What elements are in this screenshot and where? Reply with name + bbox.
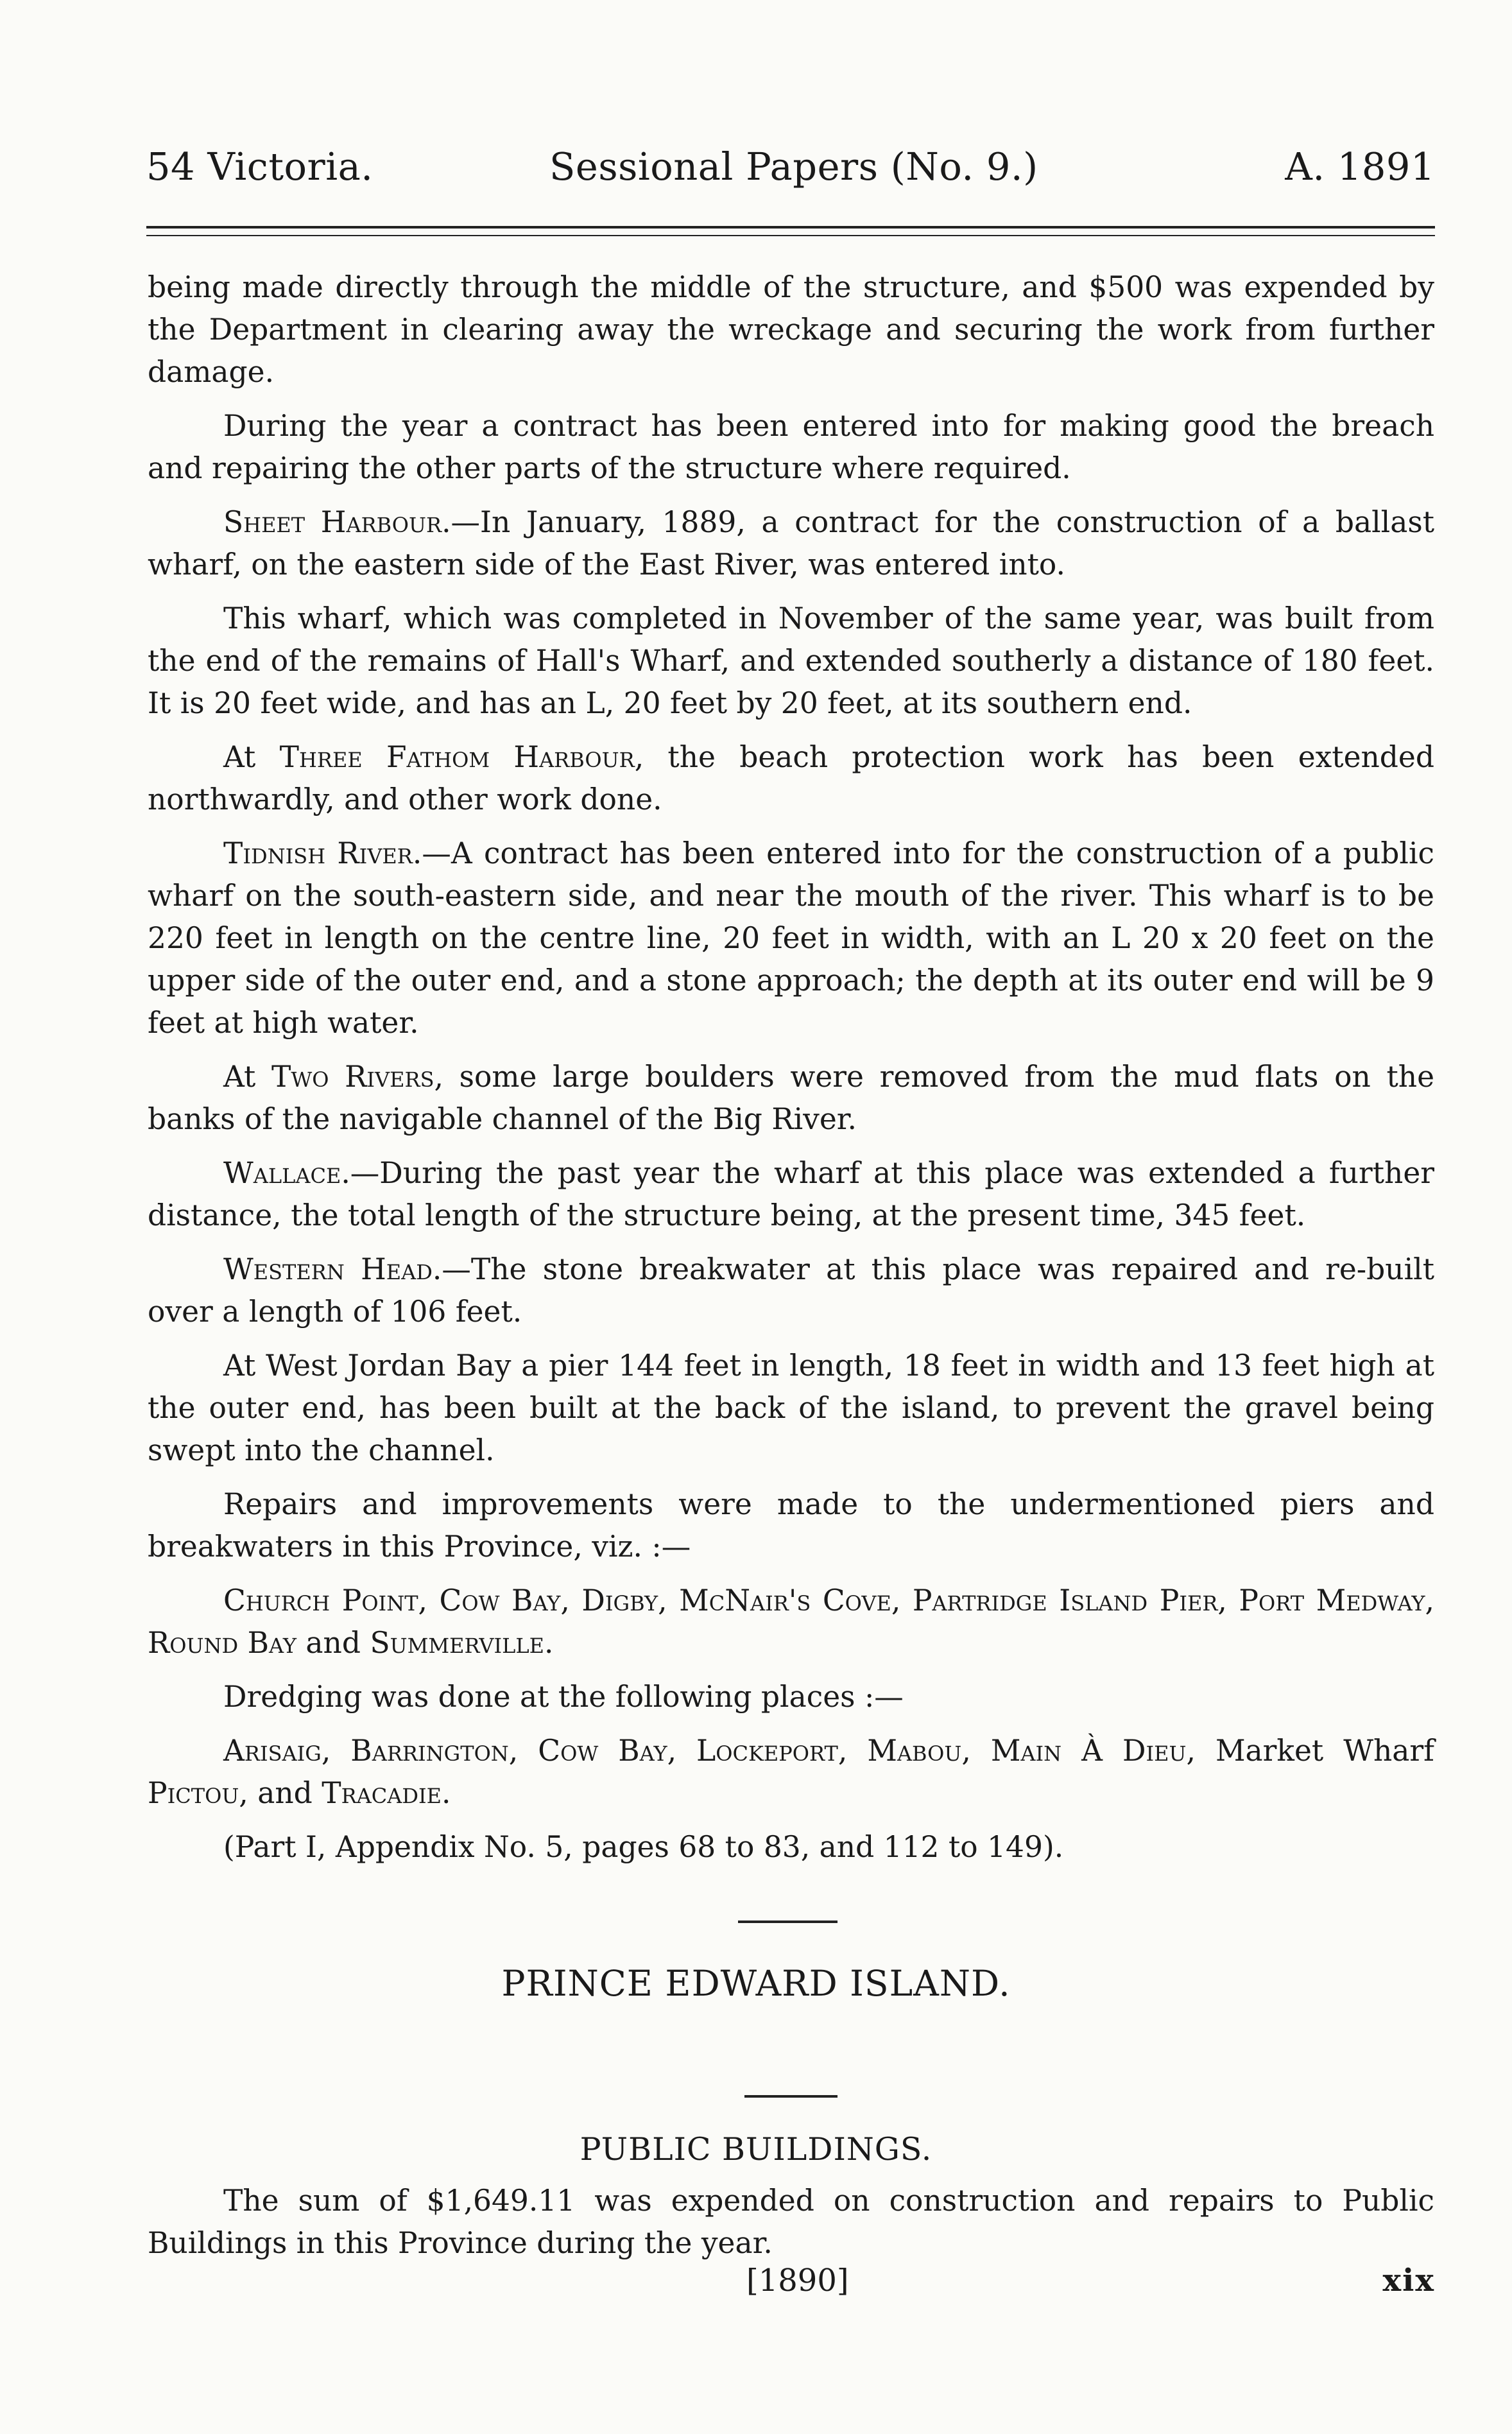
header-rule-thin	[146, 235, 1435, 236]
paragraph: Sheet Harbour.—In January, 1889, a contract for the construction of a ballast wharf, on the eastern side of the East River, was entered into.	[148, 505, 1434, 582]
place-name: Tidnish River.	[223, 836, 422, 870]
paragraph: Arisaig, Barrington, Cow Bay, Lockeport, Mabou, Main À Dieu, Market Wharf Pictou, and Tracadie.	[148, 1734, 1434, 1810]
paragraph: Western Head.—The stone breakwater at this place was repaired and re-built over a length of 106 feet.	[148, 1252, 1434, 1329]
place-list: Church Point, Cow Bay, Digby, McNair's Cove, Partridge Island Pier, Port Medway, Round Bay	[148, 1584, 1434, 1660]
header-regnal-year: 54 Victoria.	[146, 144, 374, 189]
header-rule-thick	[146, 226, 1435, 229]
section-body	[148, 2180, 1434, 2265]
section-divider	[744, 2095, 838, 2098]
place-name: Sheet Harbour.	[223, 505, 451, 539]
place-name: Two Rivers	[271, 1060, 434, 1094]
paragraph: Tidnish River.—A contract has been entered into for the construction of a public wharf on the south-eastern side, and near the mouth of the river. This wharf is to be 220 feet in length on the centre line, 20 feet in width, with an L 20 x 20 feet on the upper side of the outer end, and a stone approach; the depth at its outer end will be 9 feet at high water.	[148, 836, 1434, 1040]
paragraph: Church Point, Cow Bay, Digby, McNair's Cove, Partridge Island Pier, Port Medway, Round Bay and Summerville.	[148, 1584, 1434, 1660]
paragraph: (Part I, Appendix No. 5, pages 68 to 83, and 112 to 149).	[223, 1830, 1064, 1864]
section-title: PRINCE EDWARD ISLAND.	[501, 1963, 1011, 2004]
place-name: Western Head.	[223, 1252, 442, 1286]
place-name: Three Fathom Harbour	[279, 740, 635, 774]
place-name: Summerville.	[370, 1626, 554, 1660]
paragraph: At Two Rivers, some large boulders were removed from the mud flats on the banks of the navigable channel of the Big River.	[148, 1060, 1434, 1136]
paragraph: Wallace.—During the past year the wharf at this place was extended a further distance, the total length of the structure being, at the present time, 345 feet.	[148, 1156, 1434, 1232]
place-name: Tracadie.	[322, 1776, 451, 1810]
place-list: Arisaig, Barrington, Cow Bay, Lockeport, Mabou, Main À Dieu,	[223, 1734, 1196, 1768]
section-subtitle: PUBLIC BUILDINGS.	[580, 2131, 932, 2168]
section-divider	[738, 1920, 838, 1923]
body-text	[148, 266, 1434, 1880]
header-year: A. 1891	[1285, 144, 1435, 189]
paragraph: Repairs and improvements were made to the undermentioned piers and breakwaters in this Province, viz. :—	[148, 1487, 1434, 1564]
paragraph: Dredging was done at the following places :—	[223, 1680, 904, 1714]
paragraph: The sum of $1,649.11 was expended on construction and repairs to Public Buildings in this Province during the year.	[148, 2184, 1434, 2260]
paragraph: being made directly through the middle of the structure, and $500 was expended by the Department in clearing away the wreckage and securing the work from further damage.	[148, 270, 1434, 389]
page-number: xix	[1382, 2263, 1435, 2299]
page-footer	[0, 2263, 1512, 2308]
running-header	[146, 144, 1435, 196]
header-title: Sessional Papers (No. 9.)	[549, 144, 1038, 189]
paragraph: At West Jordan Bay a pier 144 feet in length, 18 feet in width and 13 feet high at the outer end, has been built at the back of the island, to prevent the gravel being swept into the channel.	[148, 1349, 1434, 1467]
place-name: Pictou,	[148, 1776, 248, 1810]
footer-year: [1890]	[746, 2263, 849, 2299]
paragraph: At Three Fathom Harbour, the beach protection work has been extended northwardly, and other work done.	[148, 740, 1434, 816]
paragraph: During the year a contract has been entered into for making good the breach and repairing the other parts of the structure where required.	[148, 409, 1434, 485]
paragraph: This wharf, which was completed in November of the same year, was built from the end of the remains of Hall's Wharf, and extended southerly a distance of 180 feet. It is 20 feet wide, and has an L, 20 feet by 20 feet, at its southern end.	[148, 601, 1434, 720]
place-name: Wallace.	[223, 1156, 350, 1190]
